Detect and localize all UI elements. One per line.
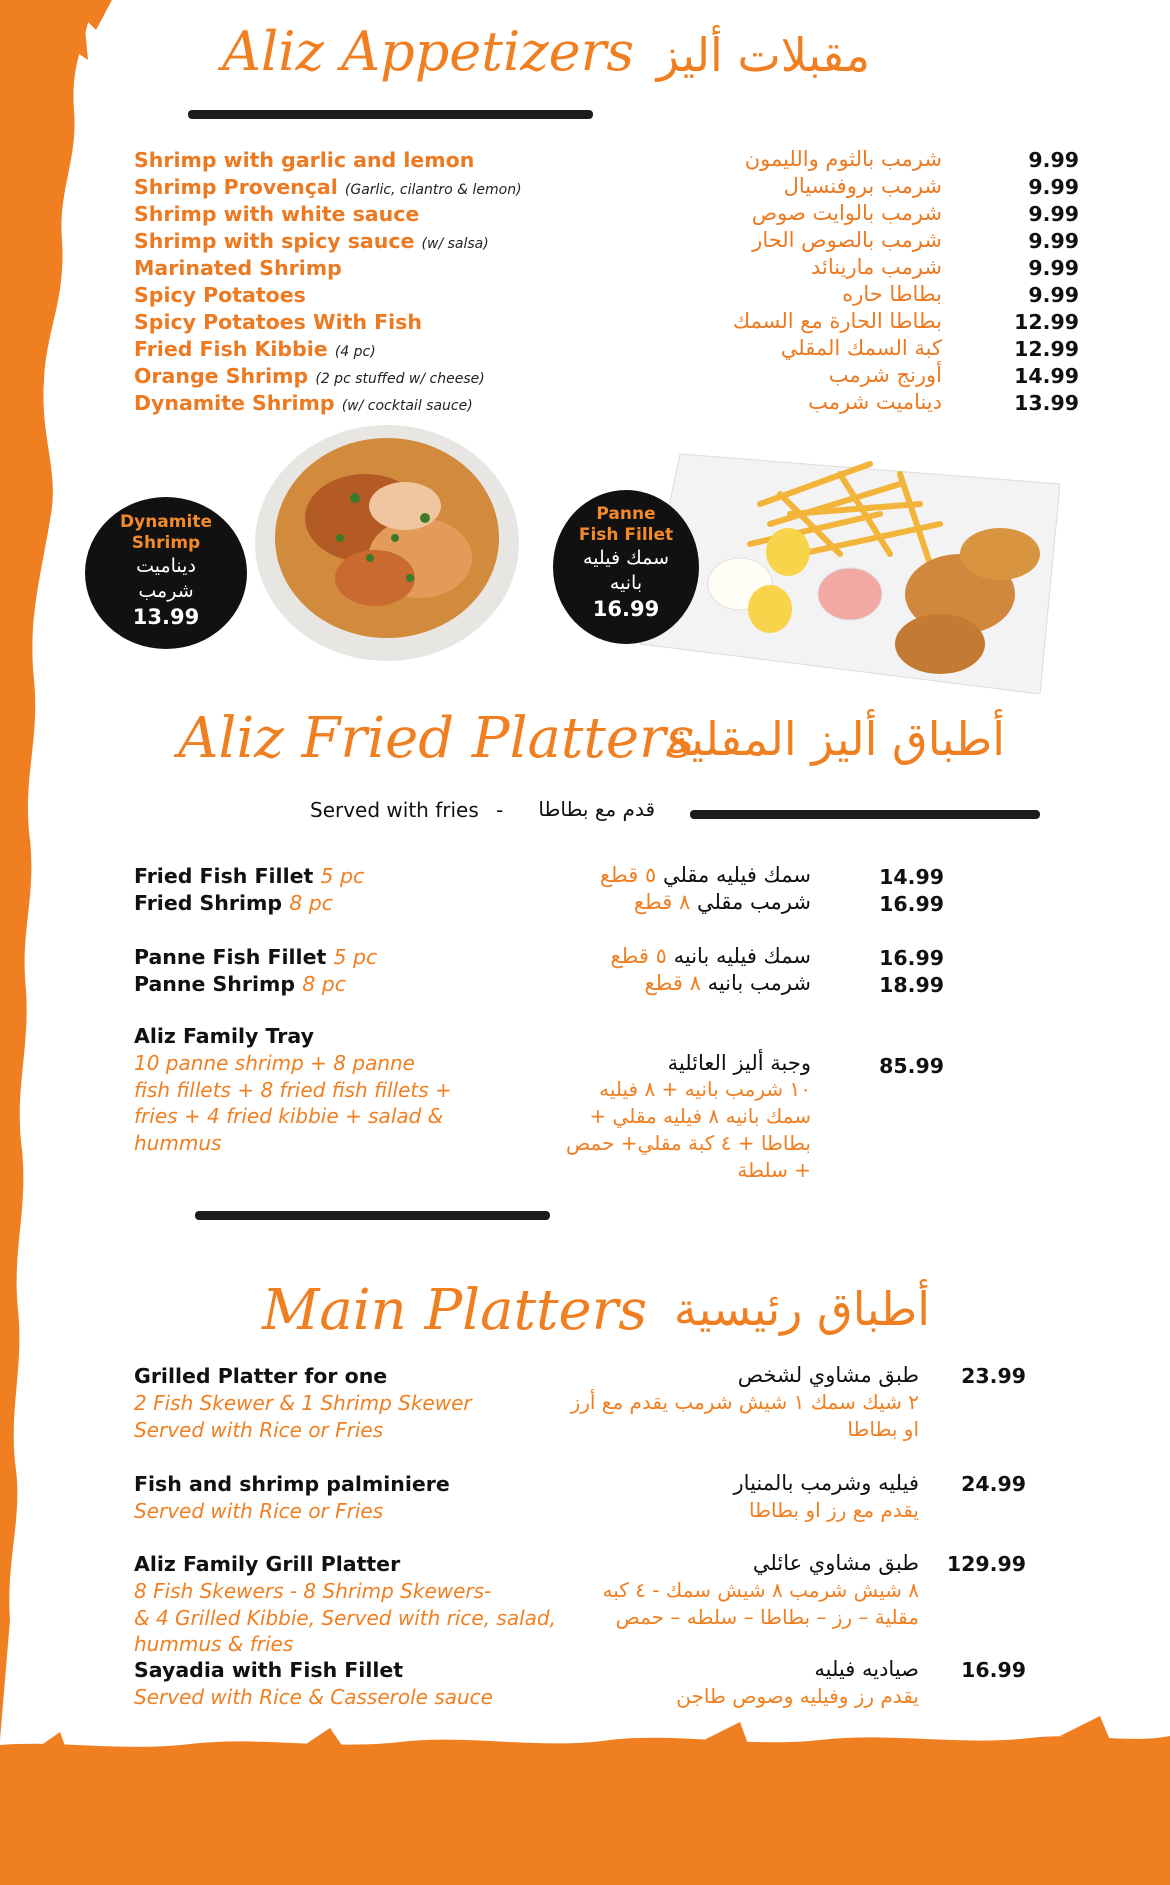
family-desc-line-ar: سمك بانيه ٨ فيليه مقلي + (589, 1104, 811, 1128)
badge-ar-line: شرمب (138, 580, 194, 602)
main-platter-desc-ar: او بطاطا (847, 1417, 919, 1441)
dynamite-shrimp-photo (245, 418, 530, 663)
main-platter-name: Sayadia with Fish Fillet (134, 1658, 404, 1682)
fried-name-ar (434, 890, 811, 914)
main-platter-desc-ar: يقدم رز وفيليه وصوص طاجن (676, 1684, 919, 1708)
fried-name-ar (434, 944, 811, 968)
appetizer-name-text: Fried Fish Kibbie (134, 337, 328, 361)
main-platter-desc-ar: ٨ شيش شرمب ٨ شيش سمك - ٤ كبه (602, 1578, 919, 1602)
appetizer-name (134, 364, 485, 388)
appetizer-name-text: Shrimp with white sauce (134, 202, 420, 226)
appetizer-name-ar: ديناميت شرمب (808, 390, 942, 414)
served-note-en: Served with fries (310, 798, 479, 822)
appetizer-note: (4 pc) (334, 344, 376, 360)
panne-fish-fillet-badge (553, 490, 699, 644)
appetizer-item (134, 282, 1079, 310)
appetizer-note: (Garlic, cilantro & lemon) (344, 182, 522, 198)
appetizer-price: 9.99 (1028, 283, 1079, 307)
main-platter-item (134, 1364, 1034, 1474)
dynamite-shrimp-badge (85, 497, 247, 649)
appetizer-item (134, 390, 1079, 418)
main-platter-desc-ar: يقدم مع رز او بطاطا (749, 1498, 919, 1522)
appetizer-item (134, 336, 1079, 364)
fried-title-en: Aliz Fried Platters (178, 706, 695, 771)
appetizer-name-ar: شرمب بالوايت صوص (751, 201, 942, 225)
appetizer-name-text: Spicy Potatoes (134, 283, 306, 307)
fried-name (134, 864, 364, 888)
appetizer-name-text: Orange Shrimp (134, 364, 309, 388)
family-tray-name: Aliz Family Tray (134, 1024, 314, 1048)
main-platter-name-ar: طبق مشاوي لشخص (737, 1363, 919, 1387)
main-platter-desc-en: Served with Rice & Casserole sauce (134, 1685, 493, 1709)
main-platter-desc-en: 2 Fish Skewer & 1 Shrimp Skewer (134, 1391, 472, 1415)
main-title-ar: أطباق رئيسية (673, 1282, 930, 1336)
appetizer-name (134, 202, 419, 226)
fried-name-ar-text: سمك فيليه مقلي (662, 863, 811, 887)
appetizer-price: 12.99 (1014, 310, 1079, 334)
fried-item (134, 972, 954, 999)
badge-en-line: Fish Fillet (578, 525, 674, 545)
panne-fish-fillet-photo (640, 444, 1060, 694)
family-desc-line-en: fries + 4 fried kibbie + salad & (134, 1104, 444, 1128)
fried-pieces-ar: ٨ قطع (633, 890, 691, 914)
appetizer-item (134, 255, 1079, 283)
appetizer-name-text: Shrimp with garlic and lemon (134, 148, 475, 172)
fried-pieces-ar: ٨ قطع (644, 971, 701, 995)
appetizer-item (134, 363, 1079, 391)
family-tray-price: 85.99 (879, 1054, 944, 1078)
appetizer-name-ar: شرمب بروفنسيال (783, 174, 942, 198)
appetizer-price: 9.99 (1028, 229, 1079, 253)
fried-name-ar (434, 971, 811, 995)
fried-name-text: Panne Shrimp (134, 972, 296, 996)
badge-ar-line: بانيه (609, 572, 643, 594)
fried-name-ar-text: سمك فيليه بانيه (673, 944, 811, 968)
family-desc-line-en: 10 panne shrimp + 8 panne (134, 1051, 415, 1075)
fried-name-text: Panne Fish Fillet (134, 945, 327, 969)
family-desc-line-en: hummus (134, 1130, 222, 1155)
appetizer-name-ar: شرمب مارينائد (811, 255, 942, 279)
appetizer-item (134, 174, 1079, 202)
fried-price: 18.99 (879, 973, 944, 997)
fried-item (134, 864, 954, 891)
appetizer-name-ar: بطاطا حاره (842, 282, 942, 306)
fried-name (134, 972, 346, 996)
fried-item (134, 945, 954, 972)
badge-price: 16.99 (592, 597, 660, 621)
main-platter-desc-en: Served with Rice or Fries (134, 1499, 384, 1523)
fried-pieces: 5 pc (333, 945, 378, 969)
brush-divider (195, 1211, 550, 1220)
main-platter-name-ar: طبق مشاوي عائلي (752, 1551, 919, 1575)
appetizer-note: (2 pc stuffed w/ cheese) (315, 371, 485, 387)
fried-price: 14.99 (879, 865, 944, 889)
main-platter-name-ar: صياديه فيليه (814, 1657, 919, 1681)
fried-pieces: 8 pc (302, 972, 347, 996)
fried-name (134, 891, 333, 915)
appetizer-name-ar: أورنج شرمب (828, 363, 942, 387)
appetizer-name (134, 256, 342, 280)
appetizer-name (134, 337, 376, 361)
main-platter-desc-ar: مقلية – رز – بطاطا – سلطه – حمص (615, 1605, 919, 1629)
fried-title-ar: أطباق أليز المقلية (666, 712, 1005, 766)
fried-pieces-ar: ٥ قطع (599, 863, 657, 887)
appetizers-title-en: Aliz Appetizers (222, 20, 635, 83)
family-desc-line-ar: بطاطا + ٤ كبة مقلي+ حمص (566, 1131, 811, 1155)
main-platter-item (134, 1552, 1034, 1662)
brush-divider (690, 810, 1040, 819)
family-desc-line-ar: ١٠ شرمب بانيه + ٨ فيليه (599, 1077, 811, 1101)
badge-en-line: Dynamite (120, 512, 212, 532)
appetizer-name-text: Shrimp with spicy sauce (134, 229, 415, 253)
appetizer-name-text: Dynamite Shrimp (134, 391, 335, 415)
fried-pieces: 5 pc (320, 864, 365, 888)
appetizer-name-ar: شرمب بالصوص الحار (752, 228, 942, 252)
appetizer-name-ar: كبة السمك المقلي (780, 336, 942, 360)
main-platter-desc-en: 8 Fish Skewers - 8 Shrimp Skewers- (134, 1579, 492, 1603)
fried-price: 16.99 (879, 946, 944, 970)
badge-en-line: Shrimp (131, 533, 201, 553)
appetizer-name (134, 229, 489, 253)
appetizer-name (134, 148, 474, 172)
appetizer-name (134, 391, 473, 415)
appetizer-price: 9.99 (1028, 256, 1079, 280)
main-platter-price: 23.99 (961, 1364, 1026, 1388)
fried-name-ar-text: شرمب مقلي (696, 890, 811, 914)
fried-name-ar-text: شرمب بانيه (707, 971, 811, 995)
appetizer-note: (w/ salsa) (421, 236, 489, 252)
appetizer-note: (w/ cocktail sauce) (341, 398, 473, 414)
family-tray-item (134, 1024, 954, 1182)
main-platter-item (134, 1658, 1034, 1768)
badge-ar-line: ديناميت (136, 555, 196, 577)
appetizer-price: 9.99 (1028, 175, 1079, 199)
served-note-ar: قدم مع بطاطا (538, 797, 655, 821)
main-platter-price: 129.99 (946, 1552, 1026, 1576)
appetizer-name (134, 310, 422, 334)
main-platter-desc-ar: ٢ شيك سمك ١ شيش شرمب يقدم مع أرز (570, 1390, 919, 1414)
family-desc-line-ar: + سلطة (737, 1158, 811, 1182)
family-tray-name-ar: وجبة أليز العائلية (667, 1051, 811, 1075)
main-platter-name: Aliz Family Grill Platter (134, 1552, 401, 1576)
fried-name (134, 945, 377, 969)
fried-name-text: Fried Shrimp (134, 891, 283, 915)
served-separator: - (496, 798, 504, 822)
fried-pieces: 8 pc (289, 891, 334, 915)
appetizer-item (134, 201, 1079, 229)
badge-en-line: Panne (596, 504, 656, 524)
appetizer-name-ar: بطاطا الحارة مع السمك (732, 309, 942, 333)
appetizer-name-text: Spicy Potatoes With Fish (134, 310, 422, 334)
appetizer-price: 13.99 (1014, 391, 1079, 415)
fried-pieces-ar: ٥ قطع (610, 944, 667, 968)
main-platter-price: 16.99 (961, 1658, 1026, 1682)
appetizer-price: 9.99 (1028, 148, 1079, 172)
main-title-en: Main Platters (262, 1278, 648, 1343)
appetizers-title-ar: مقبلات أليز (656, 28, 870, 82)
fried-item (134, 891, 954, 918)
appetizer-name (134, 283, 306, 307)
brush-divider (188, 110, 593, 119)
main-platter-name: Grilled Platter for one (134, 1364, 388, 1388)
appetizer-price: 12.99 (1014, 337, 1079, 361)
appetizer-name-ar: شرمب بالثوم والليمون (744, 147, 942, 171)
main-platter-name-ar: فيليه وشرمب بالمنيار (733, 1471, 919, 1495)
main-platter-desc-en: Served with Rice or Fries (134, 1417, 384, 1442)
appetizer-name-text: Shrimp Provençal (134, 175, 338, 199)
appetizer-item (134, 228, 1079, 256)
appetizer-price: 14.99 (1014, 364, 1079, 388)
badge-ar-line: سمك فيليه (583, 547, 669, 569)
badge-price: 13.99 (132, 605, 200, 629)
appetizer-item (134, 147, 1079, 175)
appetizer-price: 9.99 (1028, 202, 1079, 226)
main-platter-desc-en: hummus & fries (134, 1632, 294, 1656)
appetizer-item (134, 309, 1079, 337)
fried-name-text: Fried Fish Fillet (134, 864, 314, 888)
main-platter-desc-en: & 4 Grilled Kibbie, Served with rice, salad, (134, 1605, 556, 1630)
main-platter-name: Fish and shrimp palminiere (134, 1472, 450, 1496)
family-desc-line-en: fish fillets + 8 fried fish fillets + (134, 1077, 452, 1102)
fried-name-ar (434, 863, 811, 887)
fried-price: 16.99 (879, 892, 944, 916)
main-platter-price: 24.99 (961, 1472, 1026, 1496)
appetizer-name-text: Marinated Shrimp (134, 256, 342, 280)
